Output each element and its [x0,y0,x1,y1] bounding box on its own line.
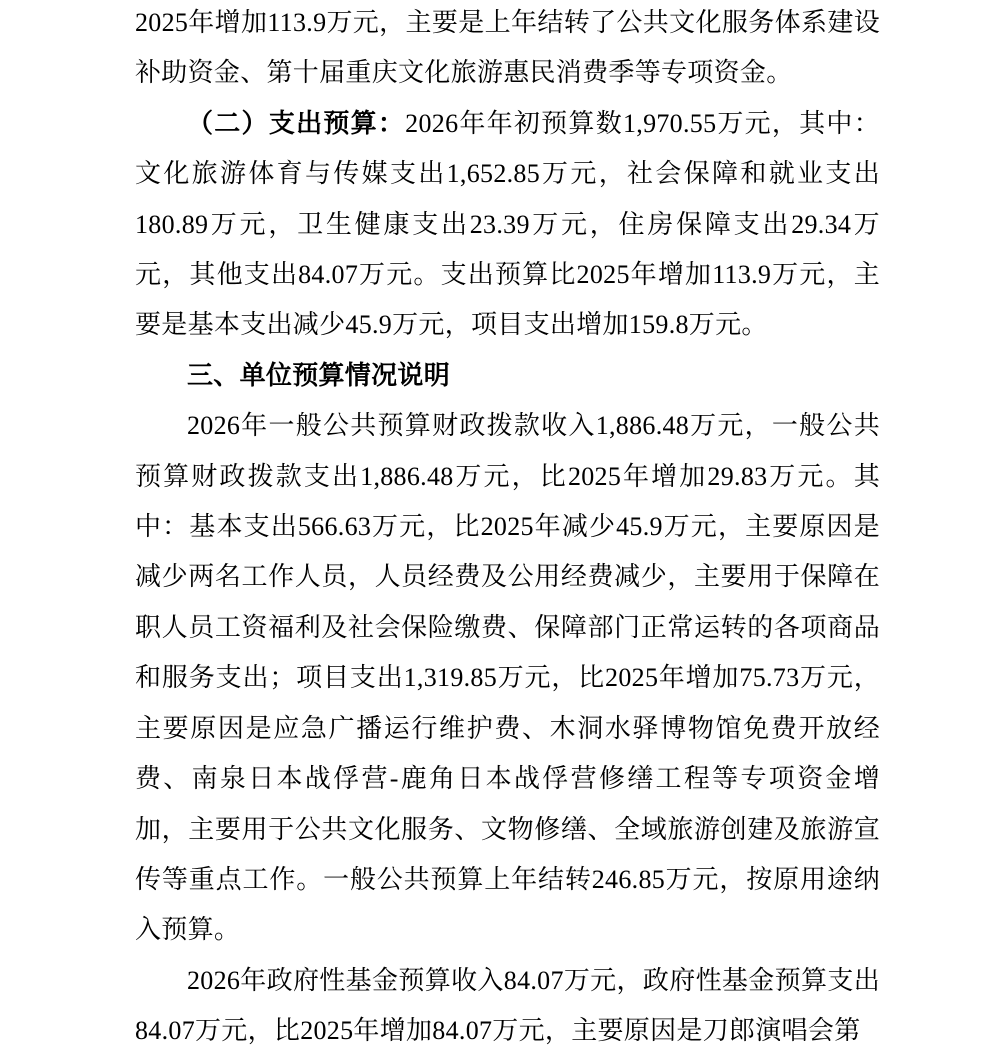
paragraph-government-fund-budget: 2026年政府性基金预算收入84.07万元，政府性基金预算支出84.07万元，比2025年增加84.07万元，主要原因是刀郎演唱会第 [135,965,880,1046]
paragraph-expenditure-budget [135,99,880,351]
paragraph-income-continuation: 2025年增加113.9万元，主要是上年结转了公共文化服务体系建设补助资金、第十届重庆文化旅游惠民消费季等专项资金。 [135,8,880,88]
expenditure-budget-text: 2026年年初预算数1,970.55万元，其中：文化旅游体育与传媒支出1,652.85万元，社会保障和就业支出180.89万元，卫生健康支出23.39万元，住房保障支出29.34万元，其他支出84.07万元。支出预算比2025年增加113.9万元，主要是基本支出减少45.9万元，项目支出增加159.8万元。 [135,108,880,340]
section-label-expenditure: （二）支出预算： [187,108,406,138]
section-heading-unit-budget: 三、单位预算情况说明 [187,360,451,390]
document-body [135,0,880,1057]
paragraph-general-public-budget: 2026年一般公共预算财政拨款收入1,886.48万元，一般公共预算财政拨款支出1,886.48万元，比2025年增加29.83万元。其中：基本支出566.63万元，比2025年减少45.9万元，主要原因是减少两名工作人员，人员经费及公用经费减少，主要用于保障在职人员工资福利及社会保险缴费、保障部门正常运转的各项商品和服务支出；项目支出1,319.85万元，比2025年增加75.73万元，主要原因是应急广播运行维护费、木洞水驿博物馆免费开放经费、南泉日本战俘营-鹿角日本战俘营修缮工程等专项资金增加，主要用于公共文化服务、文物修缮、全域旅游创建及旅游宣传等重点工作。一般公共预算上年结转246.85万元，按原用途纳入预算。 [135,411,880,945]
